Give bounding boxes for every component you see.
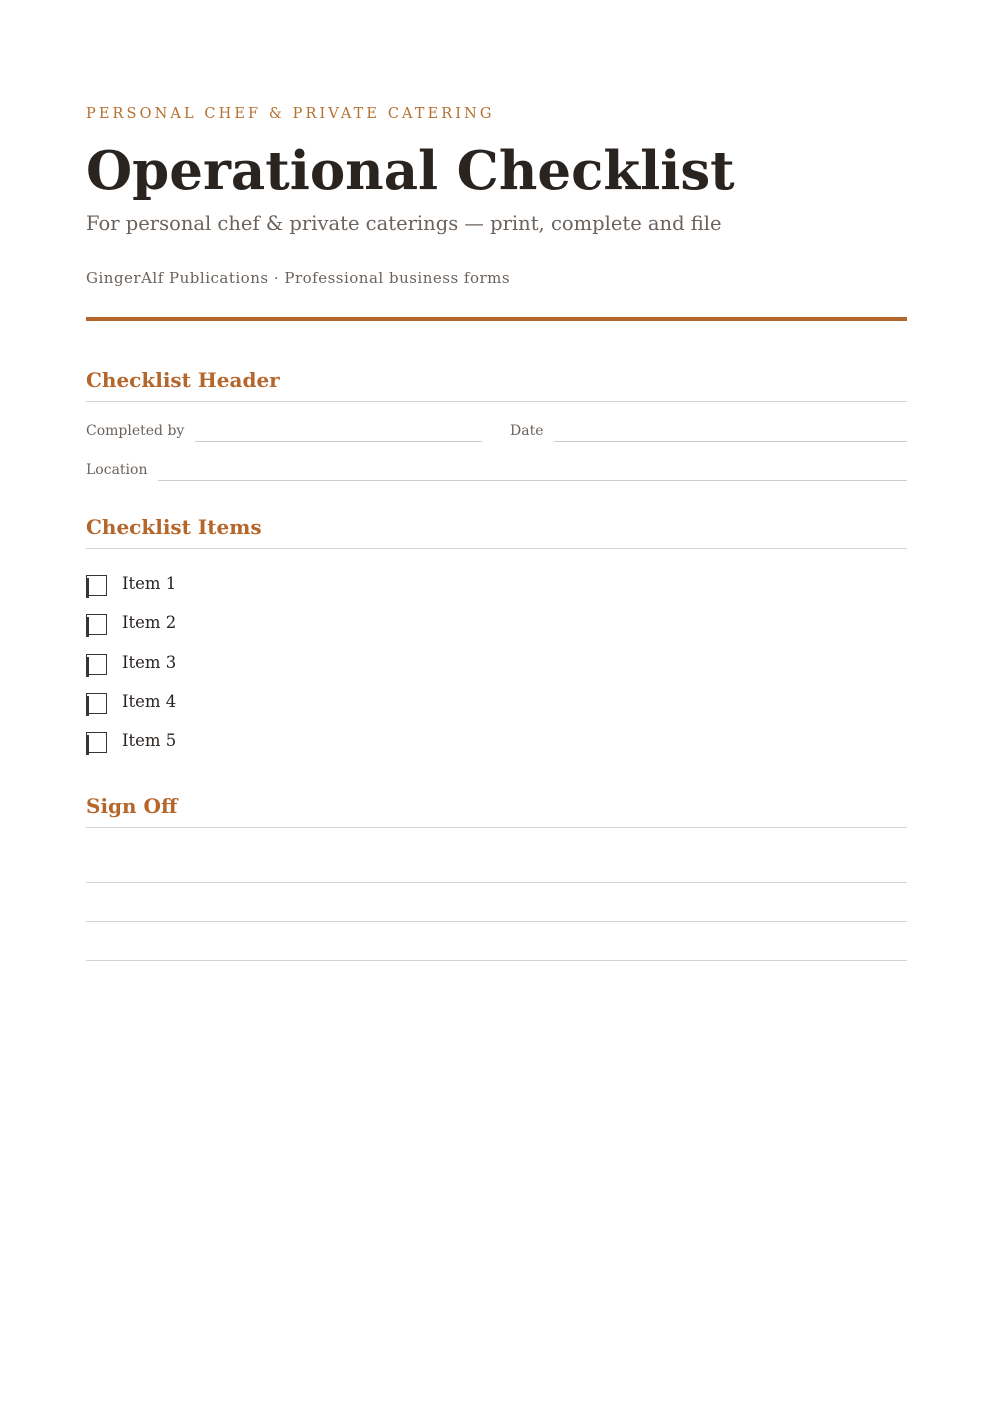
checklist-item-label: Item 4 xyxy=(122,692,177,711)
checklist-item-label: Item 1 xyxy=(122,574,177,593)
checklist-item[interactable] xyxy=(86,613,386,637)
checkbox-icon[interactable] xyxy=(86,693,107,714)
date-field[interactable] xyxy=(554,441,907,442)
checklist-item[interactable] xyxy=(86,653,386,677)
checklist-item[interactable] xyxy=(86,731,386,755)
section-title-checklist-items: Checklist Items xyxy=(86,515,907,549)
completed-by-field[interactable] xyxy=(195,441,482,442)
completed-by-label: Completed by xyxy=(86,423,185,439)
page-title: Operational Checklist xyxy=(86,140,735,202)
checklist-item[interactable] xyxy=(86,692,386,716)
header-divider xyxy=(86,317,907,321)
sign-off-line[interactable] xyxy=(86,882,907,883)
checkbox-icon[interactable] xyxy=(86,654,107,675)
page-subtitle: For personal chef & private caterings — print, complete and file xyxy=(86,212,722,235)
checkbox-icon[interactable] xyxy=(86,575,107,596)
checklist-item[interactable] xyxy=(86,574,386,598)
publisher-line: GingerAlf Publications · Professional business forms xyxy=(86,269,511,287)
location-field[interactable] xyxy=(158,480,907,481)
section-title-sign-off: Sign Off xyxy=(86,794,907,828)
sign-off-line[interactable] xyxy=(86,960,907,961)
location-label: Location xyxy=(86,462,148,478)
checkbox-icon[interactable] xyxy=(86,614,107,635)
date-label: Date xyxy=(510,423,544,439)
section-title-checklist-header: Checklist Header xyxy=(86,368,907,402)
checklist-item-label: Item 2 xyxy=(122,613,177,632)
sign-off-line[interactable] xyxy=(86,921,907,922)
eyebrow-label: PERSONAL CHEF & PRIVATE CATERING xyxy=(86,106,495,122)
checklist-item-label: Item 5 xyxy=(122,731,177,750)
checkbox-icon[interactable] xyxy=(86,732,107,753)
checklist-item-label: Item 3 xyxy=(122,653,177,672)
